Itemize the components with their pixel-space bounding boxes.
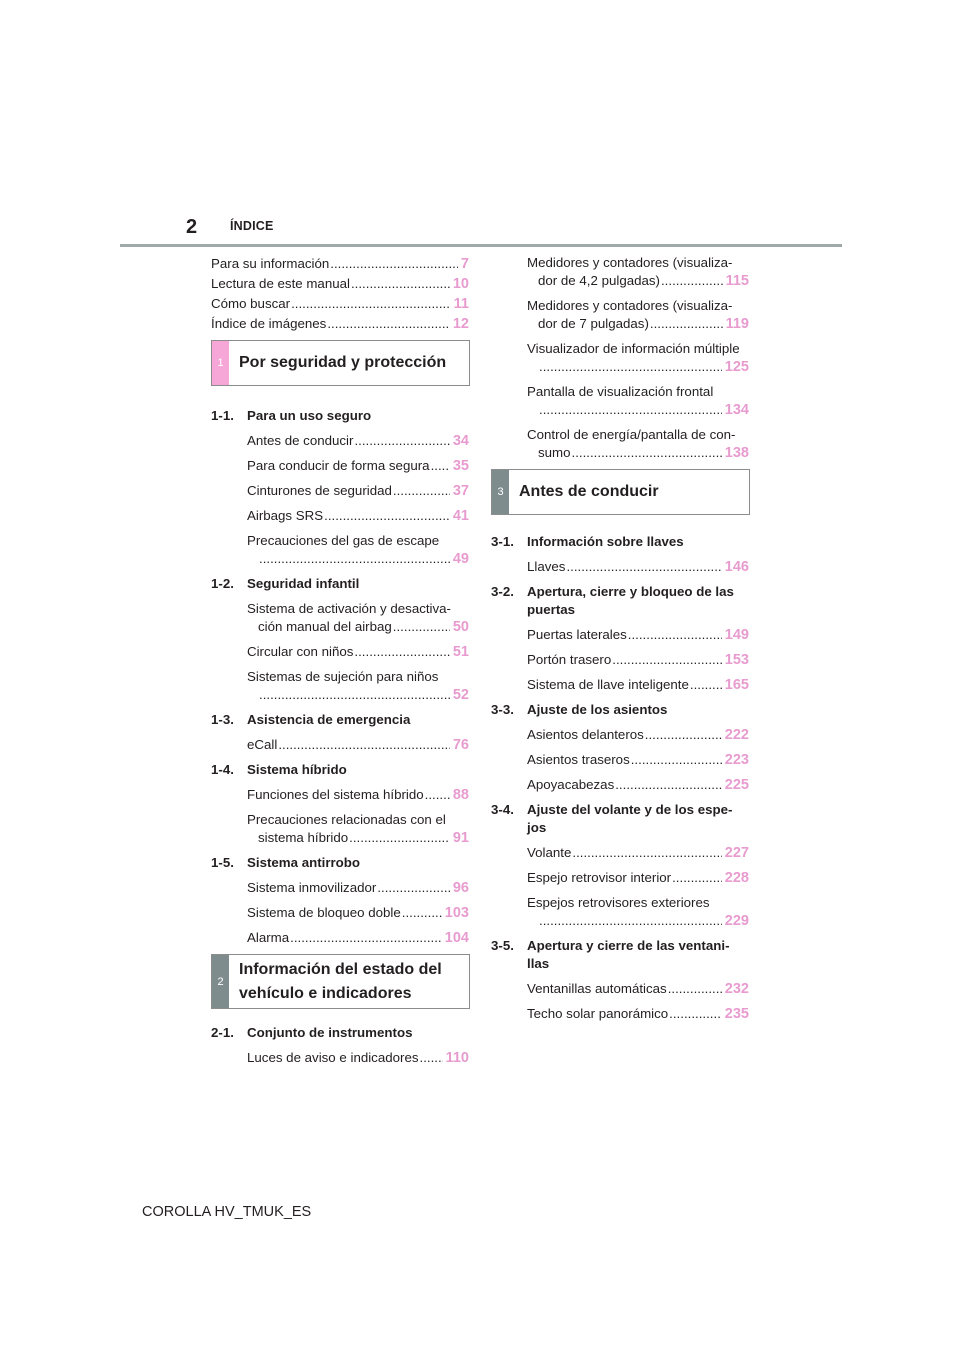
page-link[interactable]: 138 (724, 445, 749, 461)
page-link[interactable]: 146 (724, 559, 749, 575)
page-link[interactable]: 34 (452, 433, 469, 449)
entry-label: Índice de imágenes (211, 316, 327, 331)
page-link[interactable]: 228 (724, 870, 749, 886)
toc-entry[interactable]: Apoyacabezas ..... 225 (491, 776, 749, 794)
entry-label: Para su información (211, 256, 330, 271)
page-link[interactable]: 49 (452, 551, 469, 567)
toc-entry[interactable] (211, 294, 469, 314)
entry-label: Cómo buscar (211, 296, 291, 311)
toc-right-column (491, 254, 749, 1030)
toc-entry[interactable]: Alarma ..... 104 (211, 929, 469, 947)
page-link[interactable]: 41 (452, 508, 469, 524)
toc-entry[interactable]: Sistema de activación y desactiva- ción manual del airbag ..... 50 (211, 600, 469, 636)
page-link[interactable]: 51 (452, 644, 469, 660)
section-heading: 1-4. Sistema híbrido (211, 762, 347, 777)
toc-entry[interactable]: Sistemas de sujeción para niños ..... 52 (211, 668, 469, 704)
chapter-header-3[interactable] (491, 469, 750, 515)
chapter-header-2[interactable] (211, 954, 470, 1009)
page-link[interactable]: 50 (452, 619, 469, 635)
page-link[interactable]: 119 (725, 316, 749, 332)
page-link[interactable]: 96 (452, 880, 469, 896)
chapter-title: Por seguridad y protección (239, 354, 447, 371)
page-link[interactable]: 125 (724, 359, 749, 375)
entry-label: Lectura de este manual (211, 276, 350, 291)
chapter-header-1[interactable] (211, 340, 470, 386)
page-link[interactable]: 110 (445, 1050, 469, 1066)
toc-entry[interactable]: Visualizador de información múltiple ..... 125 (491, 340, 749, 376)
toc-entry[interactable]: Sistema de llave inteligente ..... 165 (491, 676, 749, 694)
section-heading: 3-3. Ajuste de los asientos (491, 702, 668, 717)
toc-entry[interactable]: Llaves ..... 146 (491, 558, 749, 576)
toc-entry[interactable]: eCall ..... 76 (211, 736, 469, 754)
section-heading: 1-3. Asistencia de emergencia (211, 712, 411, 727)
dot-leader (351, 274, 450, 294)
toc-entry[interactable]: Medidores y contadores (visualiza- dor de 7 pulgadas) ..... 119 (491, 297, 749, 333)
toc-entry[interactable]: Precauciones del gas de escape ..... 49 (211, 532, 469, 568)
page-link[interactable]: 37 (452, 483, 469, 499)
toc-entry[interactable]: Sistema inmovilizador ..... 96 (211, 879, 469, 897)
chapter-title: Información del estado del vehículo e indicadores (239, 960, 442, 1002)
page-link[interactable]: 103 (444, 905, 469, 921)
toc-entry[interactable] (211, 314, 469, 334)
page-link[interactable]: 91 (452, 830, 469, 846)
page-link[interactable]: 35 (452, 458, 469, 474)
toc-entry[interactable] (211, 274, 469, 294)
toc-entry[interactable]: Espejos retrovisores exteriores ..... 229 (491, 894, 749, 930)
page-link[interactable]: 11 (453, 296, 469, 312)
section-heading: 3-1. Información sobre llaves (491, 534, 684, 549)
section-heading: 3-5. Apertura y cierre de las ventani- llas (491, 938, 730, 971)
toc-entry[interactable]: Puertas laterales ..... 149 (491, 626, 749, 644)
toc-entry[interactable]: Portón trasero ..... 153 (491, 651, 749, 669)
toc-entry[interactable]: Circular con niños ..... 51 (211, 643, 469, 661)
page-link[interactable]: 223 (724, 752, 749, 768)
page-link[interactable]: 153 (724, 652, 749, 668)
page-link[interactable]: 225 (724, 777, 749, 793)
toc-entry[interactable]: Control de energía/pantalla de con- sumo ..... 138 (491, 426, 749, 462)
toc-entry[interactable]: Asientos delanteros ..... 222 (491, 726, 749, 744)
page-link[interactable]: 165 (724, 677, 749, 693)
page-link[interactable]: 134 (724, 402, 749, 418)
page-header-title: ÍNDICE (230, 219, 274, 233)
chapter-title: Antes de conducir (519, 483, 659, 500)
section-heading: 1-2. Seguridad infantil (211, 576, 360, 591)
page-link[interactable]: 7 (460, 256, 469, 272)
page-link[interactable]: 149 (724, 627, 749, 643)
page-link[interactable]: 229 (724, 913, 749, 929)
dot-leader (330, 254, 458, 274)
toc-entry[interactable]: Luces de aviso e indicadores ..... 110 (211, 1049, 469, 1067)
page-link[interactable]: 76 (452, 737, 469, 753)
toc-entry[interactable]: Cinturones de seguridad ..... 37 (211, 482, 469, 500)
toc-entry[interactable]: Volante ..... 227 (491, 844, 749, 862)
page-link[interactable]: 222 (724, 727, 749, 743)
page-link[interactable]: 115 (725, 273, 749, 289)
page-number: 2 (186, 216, 198, 238)
toc-entry[interactable] (211, 254, 469, 274)
chapter-tab: 1 (212, 341, 229, 385)
page-link[interactable]: 10 (452, 276, 469, 292)
page-link[interactable]: 227 (724, 845, 749, 861)
toc-entry[interactable]: Para conducir de forma segura ..... 35 (211, 457, 469, 475)
toc-entry[interactable]: Sistema de bloqueo doble ..... 103 (211, 904, 469, 922)
toc-entry[interactable]: Funciones del sistema híbrido ..... 88 (211, 786, 469, 804)
section-heading: 1-5. Sistema antirrobo (211, 855, 361, 870)
toc-entry[interactable]: Antes de conducir ..... 34 (211, 432, 469, 450)
toc-entry[interactable]: Ventanillas automáticas ..... 232 (491, 980, 749, 998)
toc-entry[interactable]: Pantalla de visualización frontal ..... 134 (491, 383, 749, 419)
header-divider (120, 244, 842, 247)
page-link[interactable]: 232 (724, 981, 749, 997)
toc-entry[interactable]: Techo solar panorámico ..... 235 (491, 1005, 749, 1023)
section-heading: 1-1. Para un uso seguro (211, 408, 372, 423)
toc-entry[interactable]: Precauciones relacionadas con el sistema híbrido ..... 91 (211, 811, 469, 847)
toc-left-column (211, 254, 469, 1074)
page-link[interactable]: 104 (444, 930, 469, 946)
section-heading: 3-2. Apertura, cierre y bloqueo de las puertas (491, 584, 734, 617)
page-link[interactable]: 235 (724, 1006, 749, 1022)
page-link[interactable]: 52 (452, 687, 469, 703)
section-heading: 2-1. Conjunto de instrumentos (211, 1025, 413, 1040)
toc-entry[interactable]: Asientos traseros ..... 223 (491, 751, 749, 769)
chapter-tab: 2 (212, 955, 229, 1008)
footer-model-code: COROLLA HV_TMUK_ES (142, 1204, 312, 1220)
page-link[interactable]: 88 (452, 787, 469, 803)
toc-entry[interactable]: Airbags SRS ..... 41 (211, 507, 469, 525)
chapter-tab: 3 (492, 470, 509, 514)
section-heading: 3-4. Ajuste del volante y de los espe- jos (491, 802, 733, 835)
dot-leader (327, 314, 450, 334)
dot-leader (291, 294, 451, 314)
toc-entry[interactable]: Medidores y contadores (visualiza- dor de 4,2 pulgadas) ..... 115 (491, 254, 749, 290)
page-link[interactable]: 12 (452, 316, 469, 332)
toc-entry[interactable]: Espejo retrovisor interior ..... 228 (491, 869, 749, 887)
